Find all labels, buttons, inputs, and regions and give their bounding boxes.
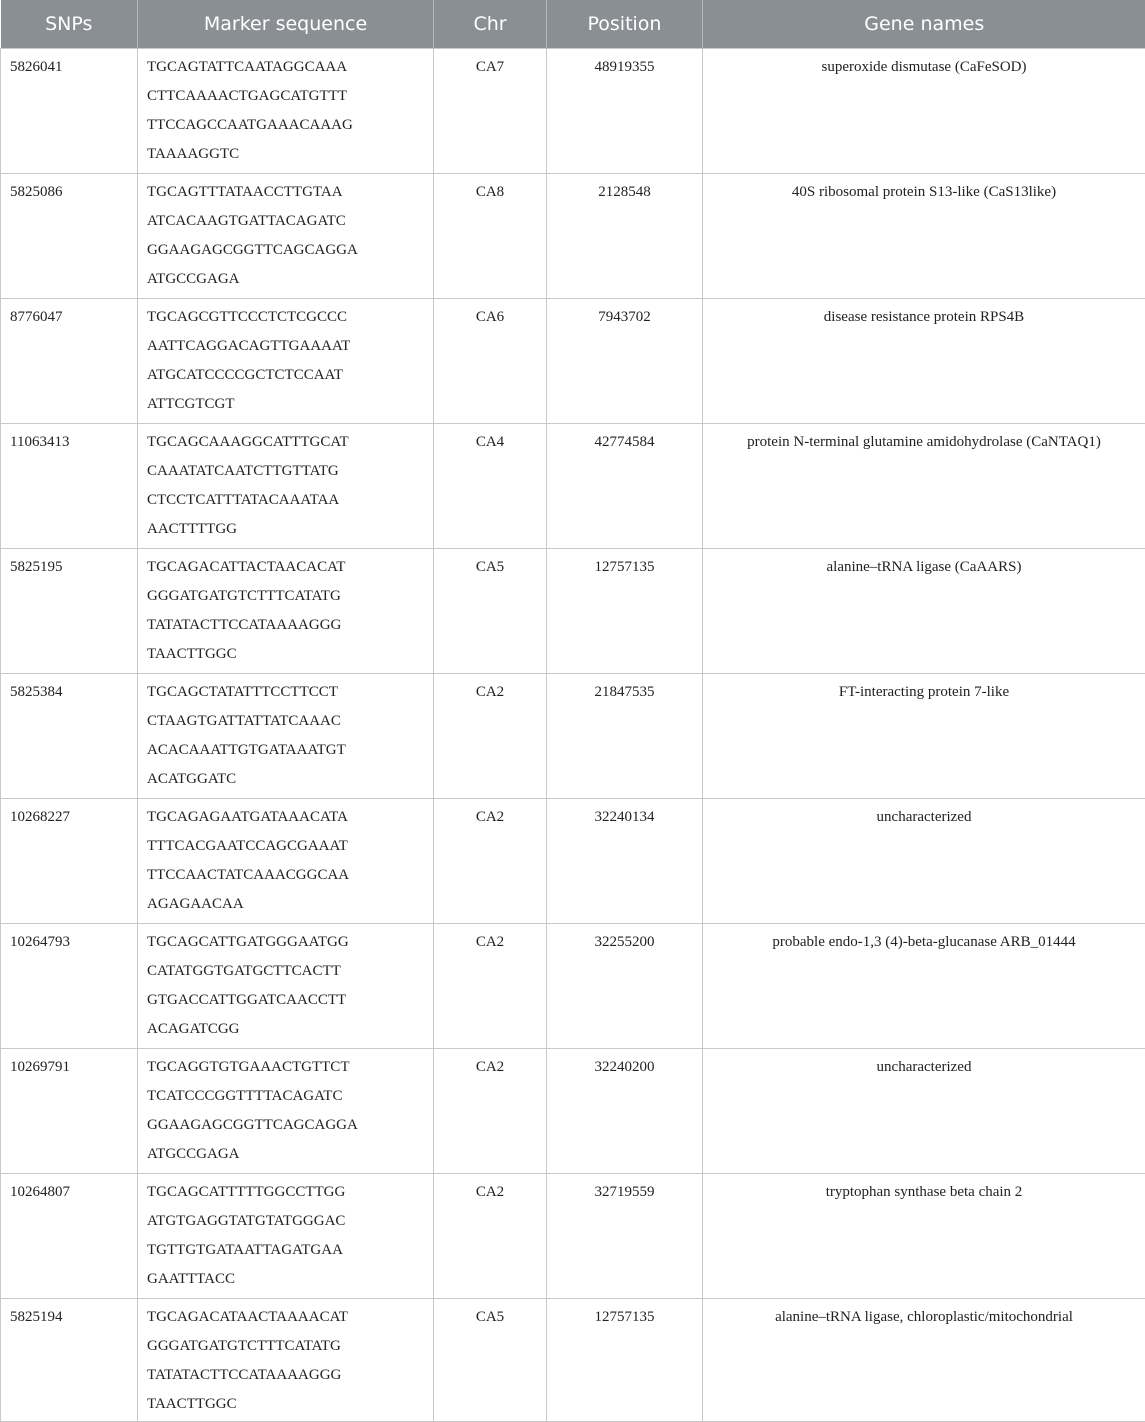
gene-name-cell: superoxide dismutase (CaFeSOD): [703, 48, 1145, 173]
table-row: [1, 1048, 1145, 1173]
sequence-line: TGCAGTATTCAATAGGCAAA: [147, 53, 433, 82]
table-header-row: [1, 0, 1145, 48]
sequence-line: TGCAGAGAATGATAAACATA: [147, 803, 433, 832]
sequence-line: GGGATGATGTCTTTCATATG: [147, 1332, 433, 1361]
snp-id-cell: 5825384: [1, 673, 138, 798]
sequence-line: TGTTGTGATAATTAGATGAA: [147, 1236, 433, 1265]
snp-id-cell: 5825194: [1, 1298, 138, 1421]
sequence-line: TGCAGCTATATTTCCTTCCT: [147, 678, 433, 707]
snp-id-cell: 10269791: [1, 1048, 138, 1173]
gene-name-cell: tryptophan synthase beta chain 2: [703, 1173, 1145, 1298]
sequence-line: ATCACAAGTGATTACAGATC: [147, 207, 433, 236]
sequence-line: ACATGGATC: [147, 765, 433, 794]
marker-sequence-cell: [138, 548, 434, 673]
sequence-line: TTCCAACTATCAAACGGCAA: [147, 861, 433, 890]
position-cell: 32719559: [547, 1173, 703, 1298]
sequence-line: TTTCACGAATCCAGCGAAAT: [147, 832, 433, 861]
sequence-line: GGGATGATGTCTTTCATATG: [147, 582, 433, 611]
snp-id-cell: 5825195: [1, 548, 138, 673]
sequence-line: CTAAGTGATTATTATCAAAC: [147, 707, 433, 736]
header-chr: Chr: [434, 0, 547, 48]
sequence-line: TGCAGCAAAGGCATTTGCAT: [147, 428, 433, 457]
sequence-line: TAACTTGGC: [147, 640, 433, 669]
gene-name-cell: protein N-terminal glutamine amidohydrolase (CaNTAQ1): [703, 423, 1145, 548]
sequence-line: CAAATATCAATCTTGTTATG: [147, 457, 433, 486]
sequence-line: AGAGAACAA: [147, 890, 433, 919]
sequence-line: TGCAGTTTATAACCTTGTAA: [147, 178, 433, 207]
marker-sequence-cell: [138, 173, 434, 298]
sequence-line: TCATCCCGGTTTTACAGATC: [147, 1082, 433, 1111]
sequence-line: TATATACTTCCATAAAAGGG: [147, 611, 433, 640]
sequence-line: TATATACTTCCATAAAAGGG: [147, 1361, 433, 1390]
sequence-line: ATGTGAGGTATGTATGGGAC: [147, 1207, 433, 1236]
position-cell: 42774584: [547, 423, 703, 548]
sequence-line: CTTCAAAACTGAGCATGTTT: [147, 82, 433, 111]
table-body: [1, 48, 1145, 1421]
marker-sequence-cell: [138, 798, 434, 923]
marker-sequence-cell: [138, 923, 434, 1048]
snp-id-cell: 5826041: [1, 48, 138, 173]
position-cell: 12757135: [547, 548, 703, 673]
sequence-line: ATGCCGAGA: [147, 1140, 433, 1169]
marker-sequence-cell: [138, 1173, 434, 1298]
gene-name-cell: 40S ribosomal protein S13-like (CaS13like): [703, 173, 1145, 298]
sequence-line: ACACAAATTGTGATAAATGT: [147, 736, 433, 765]
chromosome-cell: CA2: [434, 1173, 547, 1298]
chromosome-cell: CA2: [434, 1048, 547, 1173]
table-row: [1, 48, 1145, 173]
sequence-line: GTGACCATTGGATCAACCTT: [147, 986, 433, 1015]
table-row: [1, 923, 1145, 1048]
table-row: [1, 1173, 1145, 1298]
marker-sequence-cell: [138, 673, 434, 798]
chromosome-cell: CA8: [434, 173, 547, 298]
chromosome-cell: CA2: [434, 923, 547, 1048]
position-cell: 7943702: [547, 298, 703, 423]
sequence-line: ACAGATCGG: [147, 1015, 433, 1044]
gene-name-cell: uncharacterized: [703, 1048, 1145, 1173]
header-gene-names: Gene names: [703, 0, 1145, 48]
chromosome-cell: CA4: [434, 423, 547, 548]
position-cell: 2128548: [547, 173, 703, 298]
position-cell: 48919355: [547, 48, 703, 173]
gene-name-cell: alanine–tRNA ligase, chloroplastic/mitochondrial: [703, 1298, 1145, 1421]
sequence-line: TTCCAGCCAATGAAACAAAG: [147, 111, 433, 140]
sequence-line: TGCAGCATTGATGGGAATGG: [147, 928, 433, 957]
snp-id-cell: 10264793: [1, 923, 138, 1048]
position-cell: 32255200: [547, 923, 703, 1048]
sequence-line: CTCCTCATTTATACAAATAA: [147, 486, 433, 515]
gene-name-cell: FT-interacting protein 7-like: [703, 673, 1145, 798]
header-snps: SNPs: [1, 0, 138, 48]
gene-name-cell: uncharacterized: [703, 798, 1145, 923]
chromosome-cell: CA5: [434, 1298, 547, 1421]
sequence-line: GGAAGAGCGGTTCAGCAGGA: [147, 236, 433, 265]
chromosome-cell: CA6: [434, 298, 547, 423]
sequence-line: AATTCAGGACAGTTGAAAAT: [147, 332, 433, 361]
position-cell: 32240134: [547, 798, 703, 923]
marker-sequence-cell: [138, 423, 434, 548]
sequence-line: TGCAGACATAACTAAAACAT: [147, 1303, 433, 1332]
marker-sequence-cell: [138, 298, 434, 423]
chromosome-cell: CA7: [434, 48, 547, 173]
sequence-line: TGCAGGTGTGAAACTGTTCT: [147, 1053, 433, 1082]
sequence-line: TGCAGACATTACTAACACAT: [147, 553, 433, 582]
snp-id-cell: 8776047: [1, 298, 138, 423]
sequence-line: TAACTTGGC: [147, 1390, 433, 1419]
sequence-line: ATGCATCCCCGCTCTCCAAT: [147, 361, 433, 390]
sequence-line: AACTTTTGG: [147, 515, 433, 544]
marker-sequence-cell: [138, 48, 434, 173]
sequence-line: TGCAGCATTTTTGGCCTTGG: [147, 1178, 433, 1207]
sequence-line: ATTCGTCGT: [147, 390, 433, 419]
marker-sequence-cell: [138, 1048, 434, 1173]
gene-name-cell: probable endo-1,3 (4)-beta-glucanase ARB_01444: [703, 923, 1145, 1048]
position-cell: 32240200: [547, 1048, 703, 1173]
gene-name-cell: alanine–tRNA ligase (CaAARS): [703, 548, 1145, 673]
snp-id-cell: 11063413: [1, 423, 138, 548]
table-row: [1, 173, 1145, 298]
sequence-line: GGAAGAGCGGTTCAGCAGGA: [147, 1111, 433, 1140]
snp-id-cell: 10268227: [1, 798, 138, 923]
position-cell: 12757135: [547, 1298, 703, 1421]
table-row: [1, 1298, 1145, 1421]
snp-id-cell: 5825086: [1, 173, 138, 298]
table-row: [1, 298, 1145, 423]
sequence-line: TAAAAGGTC: [147, 140, 433, 169]
table-row: [1, 673, 1145, 798]
table-row: [1, 548, 1145, 673]
sequence-line: CATATGGTGATGCTTCACTT: [147, 957, 433, 986]
snp-id-cell: 10264807: [1, 1173, 138, 1298]
position-cell: 21847535: [547, 673, 703, 798]
table-row: [1, 423, 1145, 548]
chromosome-cell: CA2: [434, 798, 547, 923]
table-row: [1, 798, 1145, 923]
gene-name-cell: disease resistance protein RPS4B: [703, 298, 1145, 423]
header-position: Position: [547, 0, 703, 48]
sequence-line: ATGCCGAGA: [147, 265, 433, 294]
chromosome-cell: CA2: [434, 673, 547, 798]
marker-sequence-cell: [138, 1298, 434, 1421]
header-marker-sequence: Marker sequence: [138, 0, 434, 48]
sequence-line: TGCAGCGTTCCCTCTCGCCC: [147, 303, 433, 332]
sequence-line: GAATTTACC: [147, 1265, 433, 1294]
chromosome-cell: CA5: [434, 548, 547, 673]
